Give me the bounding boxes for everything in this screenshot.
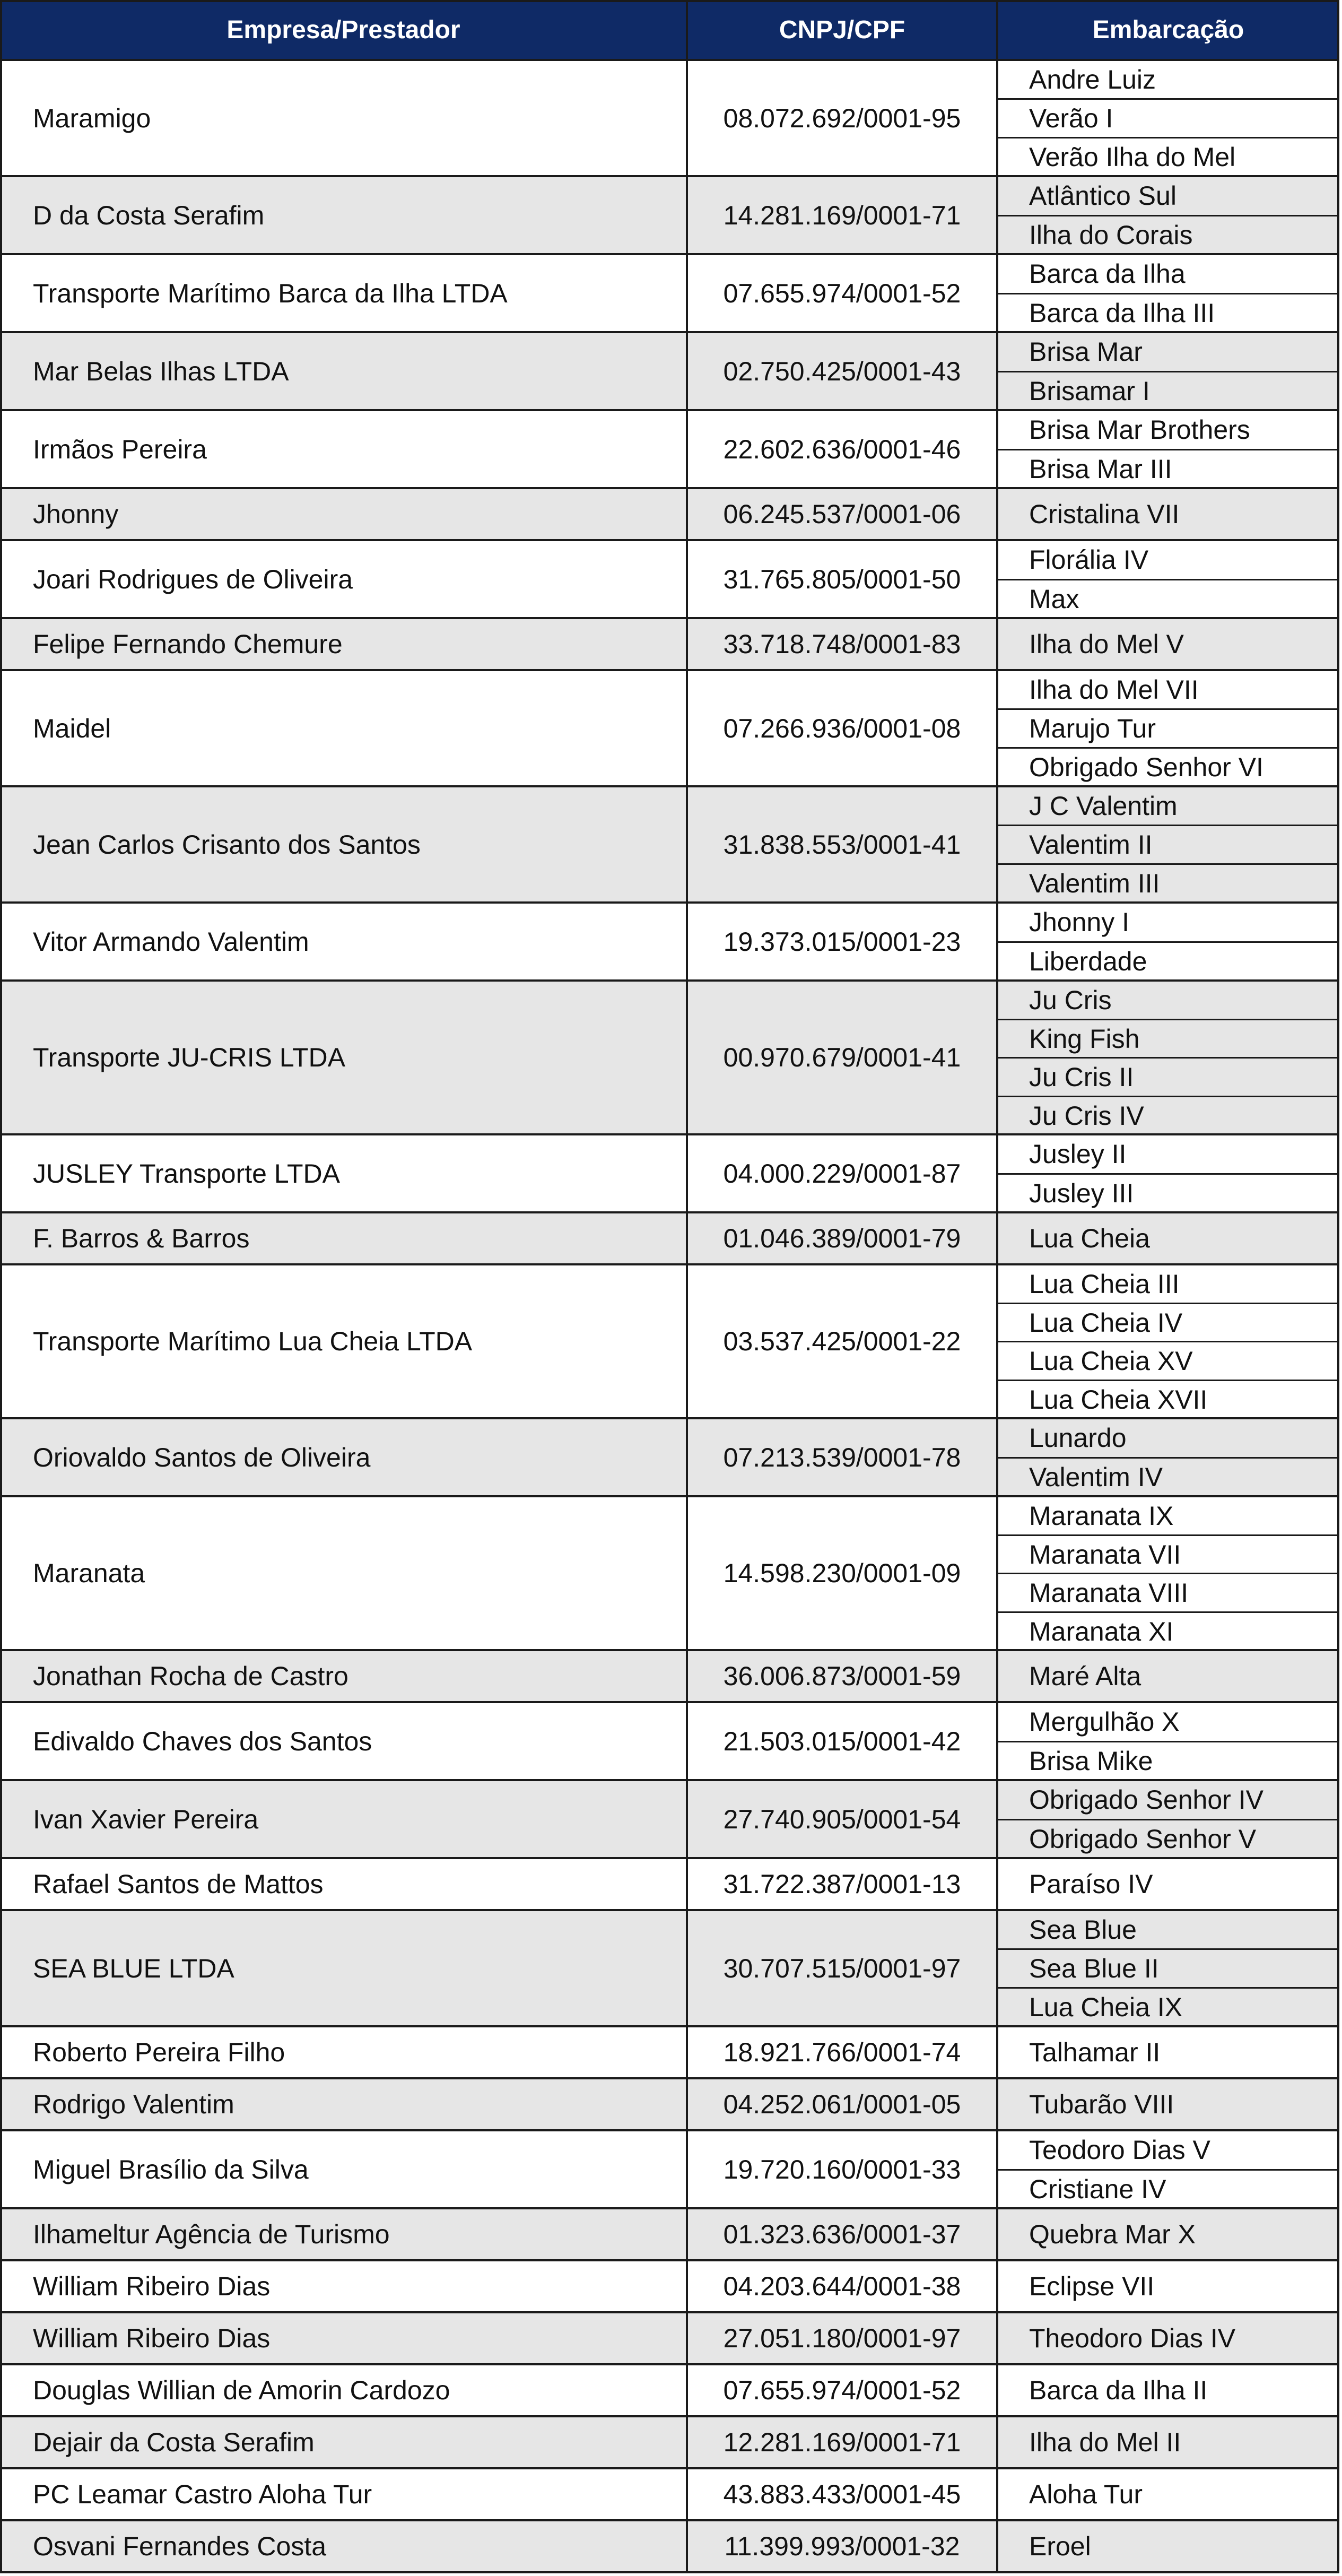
vessel-cell: Mergulhão X	[1029, 1707, 1180, 1737]
vessel-cell: Ilha do Corais	[1029, 220, 1193, 250]
vessel-cell: Brisa Mar Brothers	[1029, 415, 1250, 445]
row-divider	[0, 331, 1339, 333]
row-divider	[0, 1263, 1339, 1265]
vessel-cell: Eroel	[1029, 2531, 1091, 2561]
vessel-divider	[997, 1096, 1339, 1097]
vessel-cell: Ju Cris II	[1029, 1062, 1134, 1092]
cnpj-cell: 30.707.515/0001-97	[723, 1953, 961, 1983]
company-cell: Miguel Brasílio da Silva	[33, 2154, 309, 2184]
row-divider	[0, 1779, 1339, 1781]
row-divider	[0, 2467, 1339, 2469]
row-divider	[0, 979, 1339, 982]
vessel-divider	[997, 1019, 1339, 1020]
vessel-cell: Ju Cris IV	[1029, 1100, 1144, 1131]
row-divider	[0, 1133, 1339, 1135]
cnpj-cell: 07.655.974/0001-52	[723, 2375, 961, 2405]
cnpj-cell: 00.970.679/0001-41	[723, 1043, 961, 1072]
company-cell: William Ribeiro Dias	[33, 2323, 271, 2353]
cnpj-cell: 11.399.993/0001-32	[724, 2531, 960, 2561]
row-divider	[0, 253, 1339, 255]
table-right-border	[1337, 0, 1339, 2572]
vessel-cell: Florália IV	[1029, 545, 1149, 575]
cnpj-cell: 03.537.425/0001-22	[723, 1326, 961, 1356]
row-divider	[0, 669, 1339, 671]
row-divider	[0, 409, 1339, 411]
cnpj-cell: 21.503.015/0001-42	[723, 1726, 961, 1756]
company-cell: William Ribeiro Dias	[33, 2271, 271, 2301]
row-divider	[0, 1495, 1339, 1497]
row-divider	[0, 1417, 1339, 1419]
vessel-cell: Obrigado Senhor IV	[1029, 1785, 1263, 1815]
row-divider	[0, 2311, 1339, 2313]
vessel-divider	[997, 1380, 1339, 1381]
header-vessel: Embarcação	[1092, 16, 1244, 44]
vessel-cell: Maranata VIII	[1029, 1577, 1189, 1608]
cnpj-cell: 07.655.974/0001-52	[723, 278, 961, 308]
cnpj-cell: 04.252.061/0001-05	[723, 2089, 961, 2119]
company-cell: F. Barros & Barros	[33, 1224, 250, 1253]
vessel-cell: Valentim III	[1029, 868, 1160, 898]
vessel-divider	[997, 579, 1339, 580]
company-cell: Roberto Pereira Filho	[33, 2037, 285, 2067]
cnpj-cell: 12.281.169/0001-71	[723, 2427, 961, 2457]
company-cell: Jean Carlos Crisanto dos Santos	[33, 829, 421, 860]
row-divider	[0, 901, 1339, 904]
vessel-cell: Paraíso IV	[1029, 1869, 1153, 1899]
row-divider	[0, 1211, 1339, 1213]
vessel-divider	[997, 371, 1339, 372]
header-company: Empresa/Prestador	[226, 16, 460, 44]
cnpj-cell: 43.883.433/0001-45	[723, 2479, 961, 2509]
vessel-cell: Ilha do Mel V	[1029, 629, 1184, 659]
company-cell: Maramigo	[33, 103, 151, 133]
company-cell: Oriovaldo Santos de Oliveira	[33, 1442, 371, 1472]
vessel-cell: Barca da Ilha II	[1029, 2375, 1208, 2405]
company-cell: Transporte Marítimo Lua Cheia LTDA	[33, 1326, 473, 1356]
company-cell: Maranata	[33, 1558, 145, 1588]
vessel-divider	[997, 1303, 1339, 1304]
vessel-cell: Atlântico Sul	[1029, 181, 1177, 211]
company-cell: Edivaldo Chaves dos Santos	[33, 1726, 372, 1756]
company-cell: Irmãos Pereira	[33, 434, 207, 464]
vessel-cell: J C Valentim	[1029, 791, 1178, 821]
vessel-divider	[997, 1987, 1339, 1989]
vessel-cell: Jusley III	[1029, 1178, 1134, 1208]
cnpj-cell: 06.245.537/0001-06	[723, 499, 961, 529]
vessel-cell: Valentim IV	[1029, 1462, 1163, 1492]
vessel-cell: Brisa Mike	[1029, 1746, 1153, 1776]
vessel-divider	[997, 98, 1339, 100]
vessel-cell: Lua Cheia XVII	[1029, 1384, 1208, 1415]
row-divider	[0, 2571, 1339, 2573]
vessel-cell: King Fish	[1029, 1024, 1140, 1054]
vessel-cell: Obrigado Senhor V	[1029, 1824, 1257, 1854]
vessel-cell: Lunardo	[1029, 1423, 1127, 1453]
vessel-divider	[997, 1611, 1339, 1613]
row-divider	[0, 1701, 1339, 1703]
cnpj-cell: 19.720.160/0001-33	[723, 2154, 961, 2184]
company-cell: Osvani Fernandes Costa	[33, 2531, 327, 2561]
vessel-divider	[997, 1057, 1339, 1059]
row-divider	[0, 2129, 1339, 2131]
row-divider	[0, 2207, 1339, 2209]
vessel-divider	[997, 863, 1339, 865]
row-divider	[0, 2363, 1339, 2365]
company-cell: D da Costa Serafim	[33, 200, 265, 230]
row-divider	[0, 175, 1339, 177]
row-divider	[0, 539, 1339, 541]
vessel-cell: Quebra Mar X	[1029, 2219, 1196, 2249]
vessel-divider	[997, 941, 1339, 943]
company-cell: Rodrigo Valentim	[33, 2089, 234, 2119]
row-divider	[0, 2025, 1339, 2027]
vessel-divider	[997, 1573, 1339, 1574]
row-divider	[0, 617, 1339, 619]
vessel-divider	[997, 1534, 1339, 1536]
company-cell: Jhonny	[33, 499, 119, 529]
company-cell: JUSLEY Transporte LTDA	[33, 1158, 340, 1189]
vessel-cell: Tubarão VIII	[1029, 2089, 1174, 2119]
vessel-cell: Cristalina VII	[1029, 499, 1180, 529]
vessel-divider	[997, 2169, 1339, 2171]
vessel-divider	[997, 825, 1339, 826]
company-cell: Rafael Santos de Mattos	[33, 1869, 324, 1899]
vessel-cell: Brisa Mar III	[1029, 454, 1172, 484]
company-cell: Maidel	[33, 713, 111, 743]
row-divider	[0, 2519, 1339, 2521]
vessel-cell: Eclipse VII	[1029, 2271, 1155, 2301]
table-left-border	[0, 0, 2, 2572]
cnpj-cell: 19.373.015/0001-23	[723, 926, 961, 957]
company-cell: PC Leamar Castro Aloha Tur	[33, 2479, 372, 2509]
row-divider	[0, 1649, 1339, 1651]
vessel-cell: Brisa Mar	[1029, 337, 1143, 367]
vessel-cell: Ilha do Mel II	[1029, 2427, 1181, 2457]
row-divider	[0, 2077, 1339, 2079]
company-cell: Ivan Xavier Pereira	[33, 1804, 259, 1834]
vessel-divider	[997, 1741, 1339, 1742]
cnpj-cell: 27.051.180/0001-97	[723, 2323, 961, 2353]
vessel-cell: Valentim II	[1029, 829, 1153, 860]
vessel-cell: Max	[1029, 584, 1079, 614]
company-cell: SEA BLUE LTDA	[33, 1953, 234, 1983]
company-cell: Transporte JU-CRIS LTDA	[33, 1043, 346, 1072]
vessel-cell: Barca da Ilha III	[1029, 298, 1215, 328]
company-cell: Transporte Marítimo Barca da Ilha LTDA	[33, 278, 508, 308]
vessel-cell: Lua Cheia IV	[1029, 1307, 1183, 1338]
vessel-divider	[997, 708, 1339, 710]
vessel-cell: Ju Cris	[1029, 985, 1112, 1015]
vessel-cell: Verão I	[1029, 103, 1113, 133]
cnpj-cell: 14.281.169/0001-71	[723, 200, 961, 230]
cnpj-cell: 02.750.425/0001-43	[723, 356, 961, 386]
vessel-cell: Jusley II	[1029, 1139, 1127, 1169]
cnpj-cell: 07.266.936/0001-08	[723, 713, 961, 743]
vessel-cell: Maranata XI	[1029, 1616, 1174, 1646]
cnpj-cell: 22.602.636/0001-46	[723, 434, 961, 464]
vessel-divider	[997, 1457, 1339, 1459]
company-cell: Joari Rodrigues de Oliveira	[33, 564, 353, 594]
company-cell: Jonathan Rocha de Castro	[33, 1661, 348, 1691]
company-cell: Douglas Willian de Amorin Cardozo	[33, 2375, 450, 2405]
vessel-cell: Ilha do Mel VII	[1029, 674, 1199, 705]
column-divider-cnpj	[686, 0, 688, 2572]
vessel-divider	[997, 1948, 1339, 1950]
vessel-cell: Andre Luiz	[1029, 64, 1156, 94]
cnpj-cell: 14.598.230/0001-09	[723, 1558, 961, 1588]
vessel-cell: Maranata IX	[1029, 1501, 1174, 1531]
cnpj-cell: 31.765.805/0001-50	[723, 564, 961, 594]
vessel-divider	[997, 293, 1339, 294]
cnpj-cell: 27.740.905/0001-54	[723, 1804, 961, 1834]
cnpj-cell: 36.006.873/0001-59	[723, 1661, 961, 1691]
vessel-cell: Lua Cheia IX	[1029, 1992, 1183, 2022]
vessel-cell: Sea Blue	[1029, 1914, 1137, 1945]
vessel-cell: Sea Blue II	[1029, 1953, 1159, 1983]
cnpj-cell: 07.213.539/0001-78	[723, 1442, 961, 1472]
company-cell: Ilhameltur Agência de Turismo	[33, 2219, 390, 2249]
vessel-cell: Teodoro Dias V	[1029, 2135, 1210, 2165]
vessel-divider	[997, 1173, 1339, 1175]
vessel-cell: Lua Cheia III	[1029, 1269, 1180, 1299]
row-divider	[0, 1909, 1339, 1911]
vessel-cell: Cristiane IV	[1029, 2174, 1166, 2204]
vessel-divider	[997, 449, 1339, 450]
vessel-divider	[997, 1341, 1339, 1342]
row-divider	[0, 785, 1339, 787]
cnpj-cell: 04.203.644/0001-38	[723, 2271, 961, 2301]
cnpj-cell: 31.722.387/0001-13	[723, 1869, 961, 1899]
vessel-cell: Talhamar II	[1029, 2037, 1161, 2067]
cnpj-cell: 31.838.553/0001-41	[723, 829, 961, 860]
cnpj-cell: 04.000.229/0001-87	[723, 1158, 961, 1189]
header-bottom-border	[0, 59, 1339, 61]
cnpj-cell: 33.718.748/0001-83	[723, 629, 961, 659]
cnpj-cell: 18.921.766/0001-74	[723, 2037, 961, 2067]
vessel-cell: Barca da Ilha	[1029, 259, 1186, 289]
row-divider	[0, 487, 1339, 489]
vessel-cell: Aloha Tur	[1029, 2479, 1143, 2509]
vessel-cell: Jhonny I	[1029, 907, 1130, 937]
vessel-cell: Theodoro Dias IV	[1029, 2323, 1236, 2353]
column-divider-vessel	[996, 0, 998, 2572]
company-cell: Vitor Armando Valentim	[33, 926, 309, 957]
company-cell: Felipe Fernando Chemure	[33, 629, 343, 659]
cnpj-cell: 01.323.636/0001-37	[723, 2219, 961, 2249]
vessel-cell: Liberdade	[1029, 947, 1147, 976]
cnpj-cell: 01.046.389/0001-79	[723, 1224, 961, 1253]
vessel-cell: Lua Cheia	[1029, 1224, 1150, 1253]
vessel-divider	[997, 137, 1339, 138]
vessel-cell: Maranata VII	[1029, 1539, 1181, 1569]
table-top-border	[0, 0, 1339, 2]
header-cnpj: CNPJ/CPF	[779, 16, 905, 44]
row-divider	[0, 1857, 1339, 1859]
vessel-divider	[997, 1819, 1339, 1820]
row-divider	[0, 2259, 1339, 2261]
vessel-divider	[997, 747, 1339, 749]
vessel-cell: Verão Ilha do Mel	[1029, 142, 1236, 172]
vessel-cell: Maré Alta	[1029, 1661, 1141, 1691]
vessel-cell: Lua Cheia XV	[1029, 1346, 1193, 1376]
vessel-cell: Obrigado Senhor VI	[1029, 752, 1263, 782]
cnpj-cell: 08.072.692/0001-95	[723, 103, 961, 133]
row-divider	[0, 2415, 1339, 2417]
vessel-divider	[997, 215, 1339, 216]
company-cell: Mar Belas Ilhas LTDA	[33, 356, 289, 386]
vessel-cell: Brisamar I	[1029, 376, 1150, 406]
company-cell: Dejair da Costa Serafim	[33, 2427, 315, 2457]
vessel-cell: Marujo Tur	[1029, 713, 1156, 743]
